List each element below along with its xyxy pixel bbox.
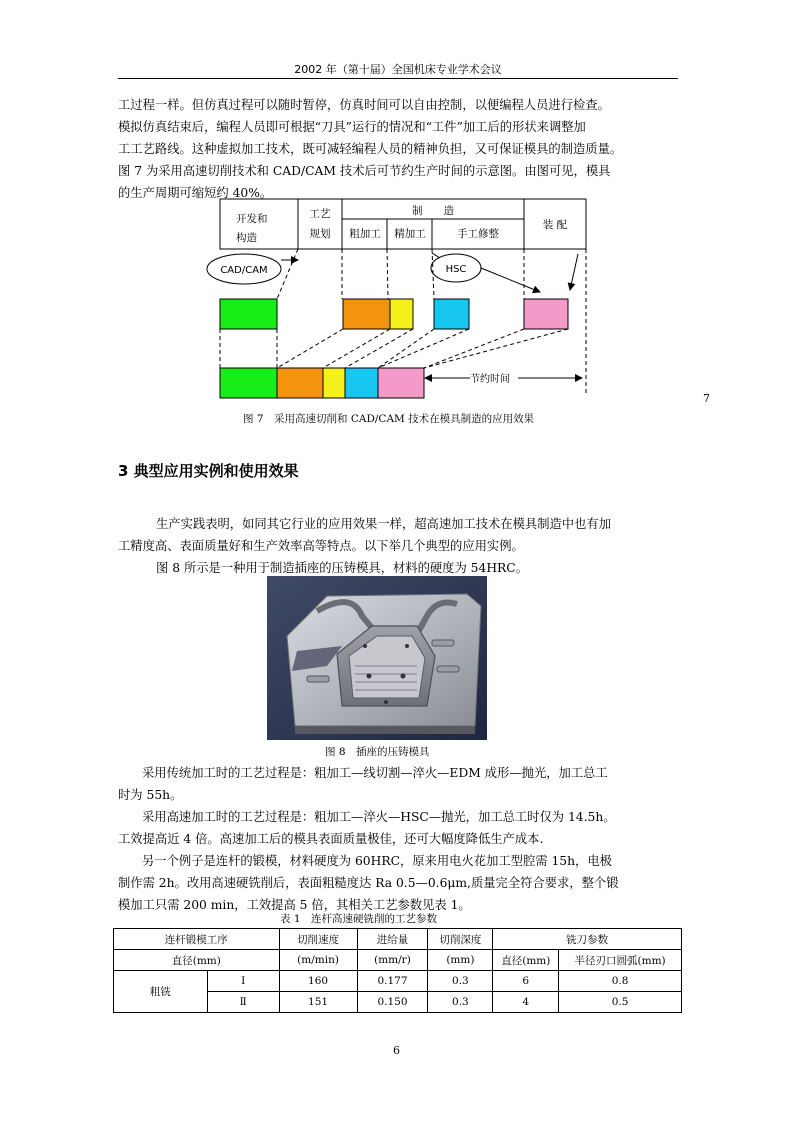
phase-rough-label: 粗加工 (349, 228, 381, 240)
section-paragraph (118, 762, 678, 916)
table-head-diameter: 直径(mm) (114, 950, 280, 971)
phase-header-table (220, 199, 586, 249)
table-cell: Ⅰ (207, 971, 279, 992)
table-cell: 4 (493, 992, 559, 1013)
table-head-unit: (mm/r) (357, 950, 428, 971)
table-head-unit: (mm) (428, 950, 493, 971)
text-line: 采用高速加工时的工艺过程是：粗加工—淬火—HSC—抛光，加工总工时仅为 14.5h。 (142, 810, 616, 824)
phase-develop-label: 开发和 (236, 213, 268, 225)
timeline-after (220, 368, 424, 398)
table-cell: 6 (493, 971, 559, 992)
table-head-tool-diameter: 直径(mm) (493, 950, 559, 971)
intro-line: 工工艺路线。这种虚拟加工技术，既可减轻编程人员的精神负担，又可保证模具的制造质量。 (118, 142, 623, 156)
table-cell: 0.3 (428, 992, 493, 1013)
intro-line: 的生产周期可缩短约 40%。 (118, 186, 273, 200)
table-group-label: 粗铣 (114, 971, 208, 1013)
margin-number: 7 (703, 392, 710, 405)
saved-time-label: 节约时间 (470, 374, 510, 385)
bar-design-after (220, 368, 277, 398)
text-line: 模加工只需 200 min，工效提高 5 倍，其相关工艺参数见表 1。 (118, 898, 471, 912)
text-line: 制作需 2h。改用高速硬铣削后，表面粗糙度达 Ra 0.5—0.6μm,质量完全符合要求，整个锻 (118, 876, 619, 890)
table1-caption: 表 1 连杆高速硬铣削的工艺参数 (280, 913, 438, 925)
bar-finish-before (390, 299, 413, 329)
bar-rough-after (277, 368, 323, 398)
table-row (114, 971, 682, 992)
phase-process-label: 规划 (309, 228, 331, 240)
bar-design-before (220, 299, 277, 329)
intro-line: 工过程一样。但仿真过程可以随时暂停，仿真时间可以自由控制，以便编程人员进行检查。 (118, 98, 610, 112)
table-cell: 0.5 (559, 992, 682, 1013)
hsc-label: HSC (445, 264, 467, 275)
bar-assembly-after (378, 368, 424, 398)
phase-manufacture-label: 制 造 (412, 205, 454, 217)
parameter-table (113, 928, 682, 1013)
section-heading: 3 典型应用实例和使用效果 (118, 462, 299, 480)
table-cell: 0.3 (428, 971, 493, 992)
table-cell: 0.8 (559, 971, 682, 992)
figure7-diagram (0, 0, 794, 420)
bar-manual-before (434, 299, 469, 329)
figure7-caption: 图 7 采用高速切削和 CAD/CAM 技术在模具制造的应用效果 (243, 413, 535, 425)
phase-assembly-label: 装 配 (542, 219, 568, 231)
table-head-speed: 切削速度 (279, 929, 357, 950)
table-head-feed: 进给量 (357, 929, 428, 950)
bar-assembly-before (524, 299, 568, 329)
page-number: 6 (393, 1044, 400, 1057)
bar-rough-before (343, 299, 390, 329)
table-cell: 0.177 (357, 971, 428, 992)
phase-finish-label: 精加工 (394, 228, 426, 240)
table-cell: Ⅱ (207, 992, 279, 1013)
table-cell: 0.150 (357, 992, 428, 1013)
phase-manual-label: 手工修整 (457, 228, 499, 240)
text-line: 工效提高近 4 倍。高速加工后的模具表面质量极佳，还可大幅度降低生产成本. (118, 832, 544, 846)
intro-line: 模拟仿真结束后，编程人员即可根据“刀具”运行的情况和“工件”加工后的形状来调整加 (118, 120, 586, 134)
table-head-depth: 切削深度 (428, 929, 493, 950)
text-line: 另一个例子是连杆的锻模，材料硬度为 60HRC，原来用电火花加工型腔需 15h，电极 (142, 854, 612, 868)
bar-finish-after (323, 368, 345, 398)
table-head-tool: 铣刀参数 (493, 929, 682, 950)
running-header: 2002 年（第十届）全国机床专业学术会议 (294, 63, 502, 76)
figure8-caption: 图 8 插座的压铸模具 (325, 746, 430, 758)
table-head-tool-radius: 半径刃口圆弧(mm) (559, 950, 682, 971)
table-head-process: 连杆锻模工序 (114, 929, 280, 950)
phase-develop-label: 构造 (236, 232, 257, 244)
table-cell: 160 (279, 971, 357, 992)
bar-manual-after (345, 368, 378, 398)
cadcam-label: CAD/CAM (220, 265, 268, 276)
intro-line: 图 7 为采用高速切削技术和 CAD/CAM 技术后可节约生产时间的示意图。由图可见，模具 (118, 164, 611, 178)
table-head-unit: (m/min) (279, 950, 357, 971)
table-header-row (114, 929, 682, 950)
table-cell: 151 (279, 992, 357, 1013)
text-line: 工精度高、表面质量好和生产效率高等特点。以下举几个典型的应用实例。 (118, 539, 524, 553)
section-paragraph (118, 513, 678, 579)
text-line: 图 8 所示是一种用于制造插座的压铸模具，材料的硬度为 54HRC。 (156, 561, 529, 575)
text-line: 采用传统加工时的工艺过程是：粗加工—线切割—淬火—EDM 成形—抛光，加工总工 (142, 766, 608, 780)
timeline-before (220, 299, 568, 329)
text-line: 生产实践表明，如同其它行业的应用效果一样，超高速加工技术在模具制造中也有加 (156, 517, 611, 531)
phase-process-label: 工艺 (309, 208, 331, 220)
figure8-photo (267, 576, 487, 740)
table-header-row (114, 950, 682, 971)
text-line: 时为 55h。 (118, 788, 183, 802)
